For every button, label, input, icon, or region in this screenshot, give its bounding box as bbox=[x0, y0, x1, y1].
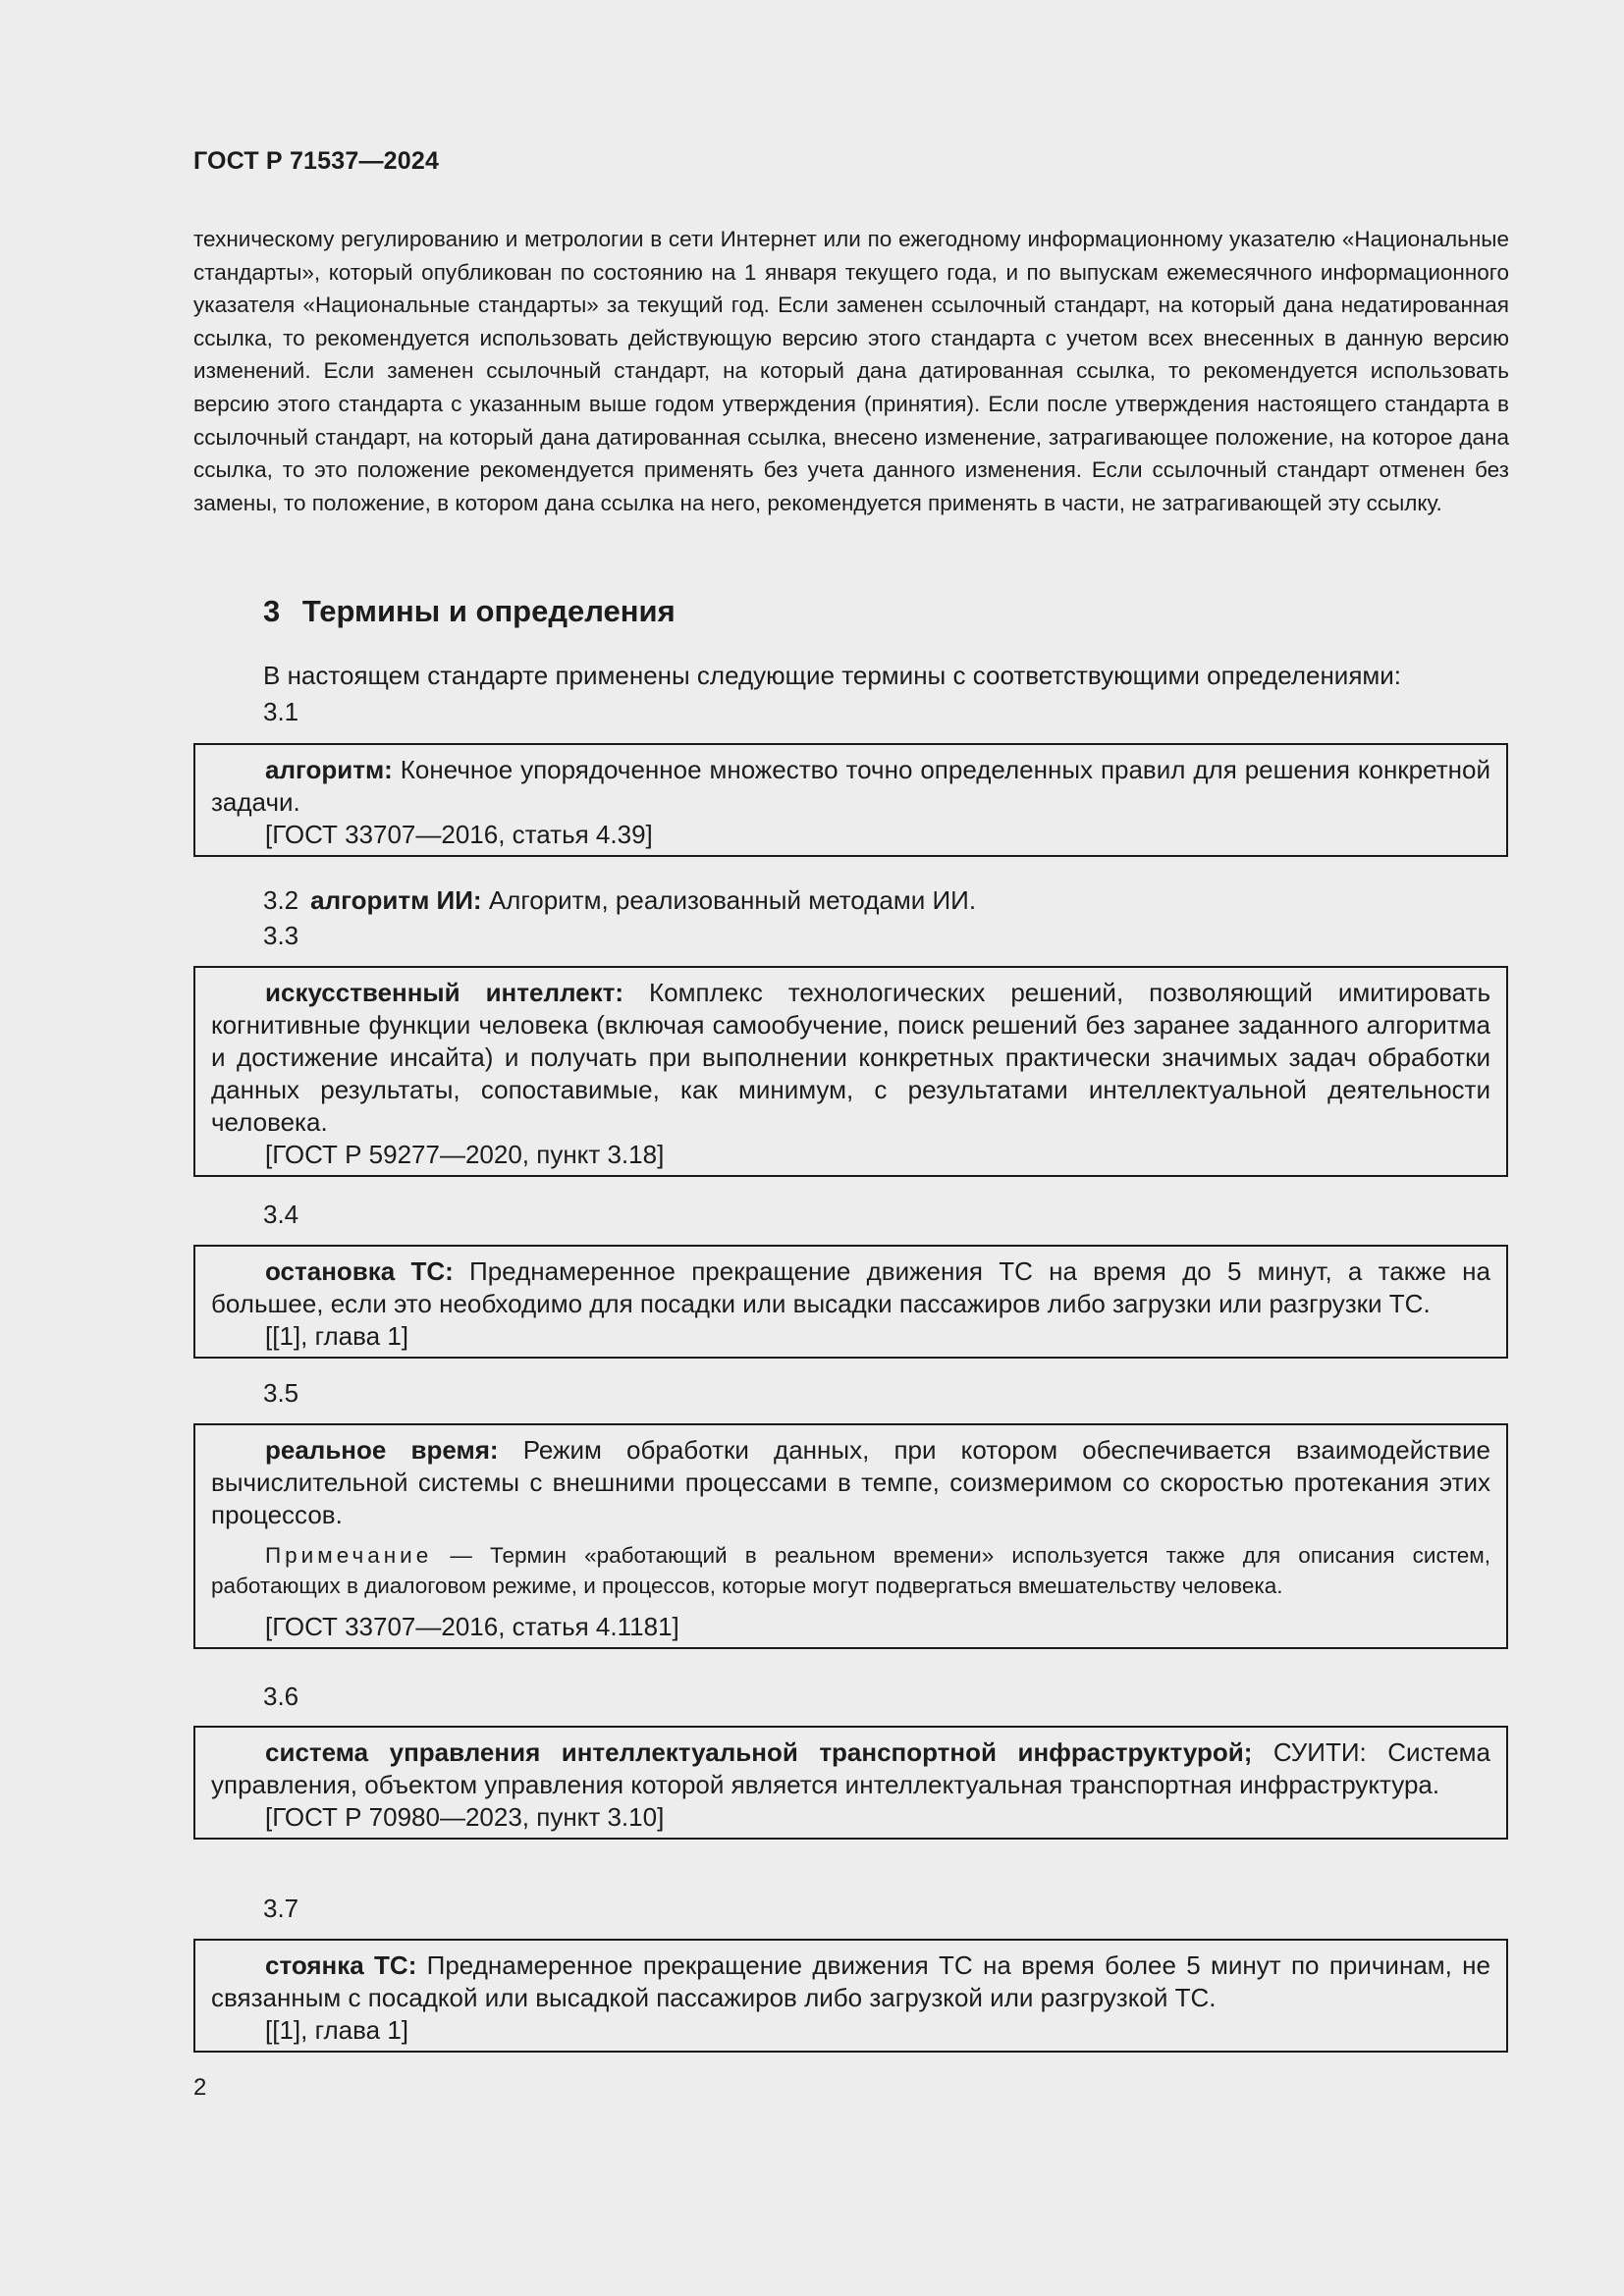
term-source: [[1], глава 1] bbox=[265, 2015, 409, 2045]
term-number: 3.5 bbox=[263, 1378, 299, 1408]
term-text: Алгоритм, реализованный методами ИИ. bbox=[481, 885, 977, 915]
term-number: 3.1 bbox=[263, 697, 299, 726]
term-number: 3.7 bbox=[263, 1894, 299, 1923]
section-number: 3 bbox=[263, 594, 281, 628]
term-source: [ГОСТ Р 70980—2023, пункт 3.10] bbox=[265, 1802, 665, 1832]
term-source: [[1], глава 1] bbox=[265, 1321, 409, 1351]
document-header: ГОСТ Р 71537—2024 bbox=[193, 147, 440, 175]
term-definition bbox=[211, 977, 1490, 1139]
term-definition bbox=[211, 1434, 1490, 1531]
term-box bbox=[193, 966, 1508, 1177]
term-definition bbox=[211, 1736, 1490, 1801]
term-title: стоянка ТС: bbox=[265, 1950, 417, 1980]
term-box bbox=[193, 743, 1508, 857]
term-box bbox=[193, 1245, 1508, 1359]
term-text: Преднамеренное прекращение движения ТС на время до 5 минут, а также на большее, если это необходимо для посадки или высадки пассажиров либо загрузки или разгрузки ТС. bbox=[211, 1256, 1490, 1318]
term-title: реальное время: bbox=[265, 1435, 499, 1465]
term-number: 3.4 bbox=[263, 1200, 299, 1229]
section-title: Термины и определения bbox=[301, 594, 676, 628]
term-number: 3.3 bbox=[263, 921, 299, 950]
term-definition bbox=[211, 1949, 1490, 2014]
term-number: 3.6 bbox=[263, 1682, 299, 1711]
term-title: алгоритм: bbox=[265, 755, 393, 784]
intro-paragraph: техническому регулированию и метрологии в сети Интернет или по ежегодному информационному указателю «Национальные стандарты», который опубликован по состоянию на 1 января текущего года, и по выпускам ежемесячного информационного указателя «Национальные стандарты» за текущий год. Если заменен ссылочный стандарт, на который дана недатированная ссылка, то рекомендуется использовать действующую версию этого стандарта с учетом всех внесенных в данную версию изменений. Если заменен ссылочный стандарт, на который дана датированная ссылка, то рекомендуется использовать версию этого стандарта с указанным выше годом утверждения (принятия). Если после утверждения настоящего стандарта в ссылочный стандарт, на который дана датированная ссылка, внесено изменение, затрагивающее положение, на которое дана ссылка, то это положение рекомендуется применять без учета данного изменения. Если ссылочный стандарт отменен без замены, то положение, в котором дана ссылка на него, рекомендуется применять в части, не затрагивающей эту ссылку. bbox=[193, 227, 1509, 515]
term-text: Конечное упорядоченное множество точно определенных правил для решения конкретной задачи. bbox=[211, 755, 1490, 817]
term-number: 3.2 bbox=[263, 885, 299, 915]
term-source: [ГОСТ 33707—2016, статья 4.1181] bbox=[265, 1612, 679, 1641]
term-note bbox=[211, 1540, 1490, 1601]
term-title: алгоритм ИИ: bbox=[310, 885, 482, 915]
term-title: остановка ТС: bbox=[265, 1256, 454, 1286]
term-text: Преднамеренное прекращение движения ТС на время более 5 минут по причинам, не связанным с посадкой или высадкой пассажиров либо загрузкой или разгрузкой ТС. bbox=[211, 1950, 1490, 2012]
note-label: Примечание bbox=[265, 1543, 433, 1568]
term-definition bbox=[211, 754, 1490, 819]
term-inline bbox=[263, 885, 976, 916]
term-box bbox=[193, 1423, 1508, 1649]
section-heading bbox=[263, 594, 676, 629]
term-definition bbox=[211, 1255, 1490, 1320]
note-text: — Термин «работающий в реальном времени» используется также для описания систем, работающих в диалоговом режиме, и процессов, которые могут подвергаться вмешательству человека. bbox=[211, 1543, 1490, 1598]
section-lead: В настоящем стандарте применены следующие термины с соответствующими определениями: bbox=[263, 661, 1402, 690]
term-text: Режим обработки данных, при котором обеспечивается взаимодействие вычислительной системы с внешними процессами в темпе, соизмеримом со скоростью протекания этих процессов. bbox=[211, 1435, 1490, 1529]
term-text: СУИТИ: Система управления, объектом управления которой является интеллектуальная транспортная инфраструктура. bbox=[211, 1737, 1490, 1799]
term-source: [ГОСТ Р 59277—2020, пункт 3.18] bbox=[265, 1140, 665, 1169]
page-number: 2 bbox=[193, 2074, 207, 2101]
term-text: Комплекс технологических решений, позволяющий имитировать когнитивные функции человека (включая самообучение, поиск решений без заранее заданного алгоритма и достижение инсайта) и получать при выполнении конкретных практически значимых задач обработки данных результаты, сопоставимые, как минимум, с результатами интеллектуальной деятельности человека. bbox=[211, 978, 1490, 1137]
term-source: [ГОСТ 33707—2016, статья 4.39] bbox=[265, 820, 653, 849]
term-title: искусственный интеллект: bbox=[265, 978, 624, 1007]
term-title: система управления интеллектуальной транспортной инфраструктурой; bbox=[265, 1737, 1253, 1767]
term-box bbox=[193, 1726, 1508, 1840]
term-box bbox=[193, 1939, 1508, 2053]
